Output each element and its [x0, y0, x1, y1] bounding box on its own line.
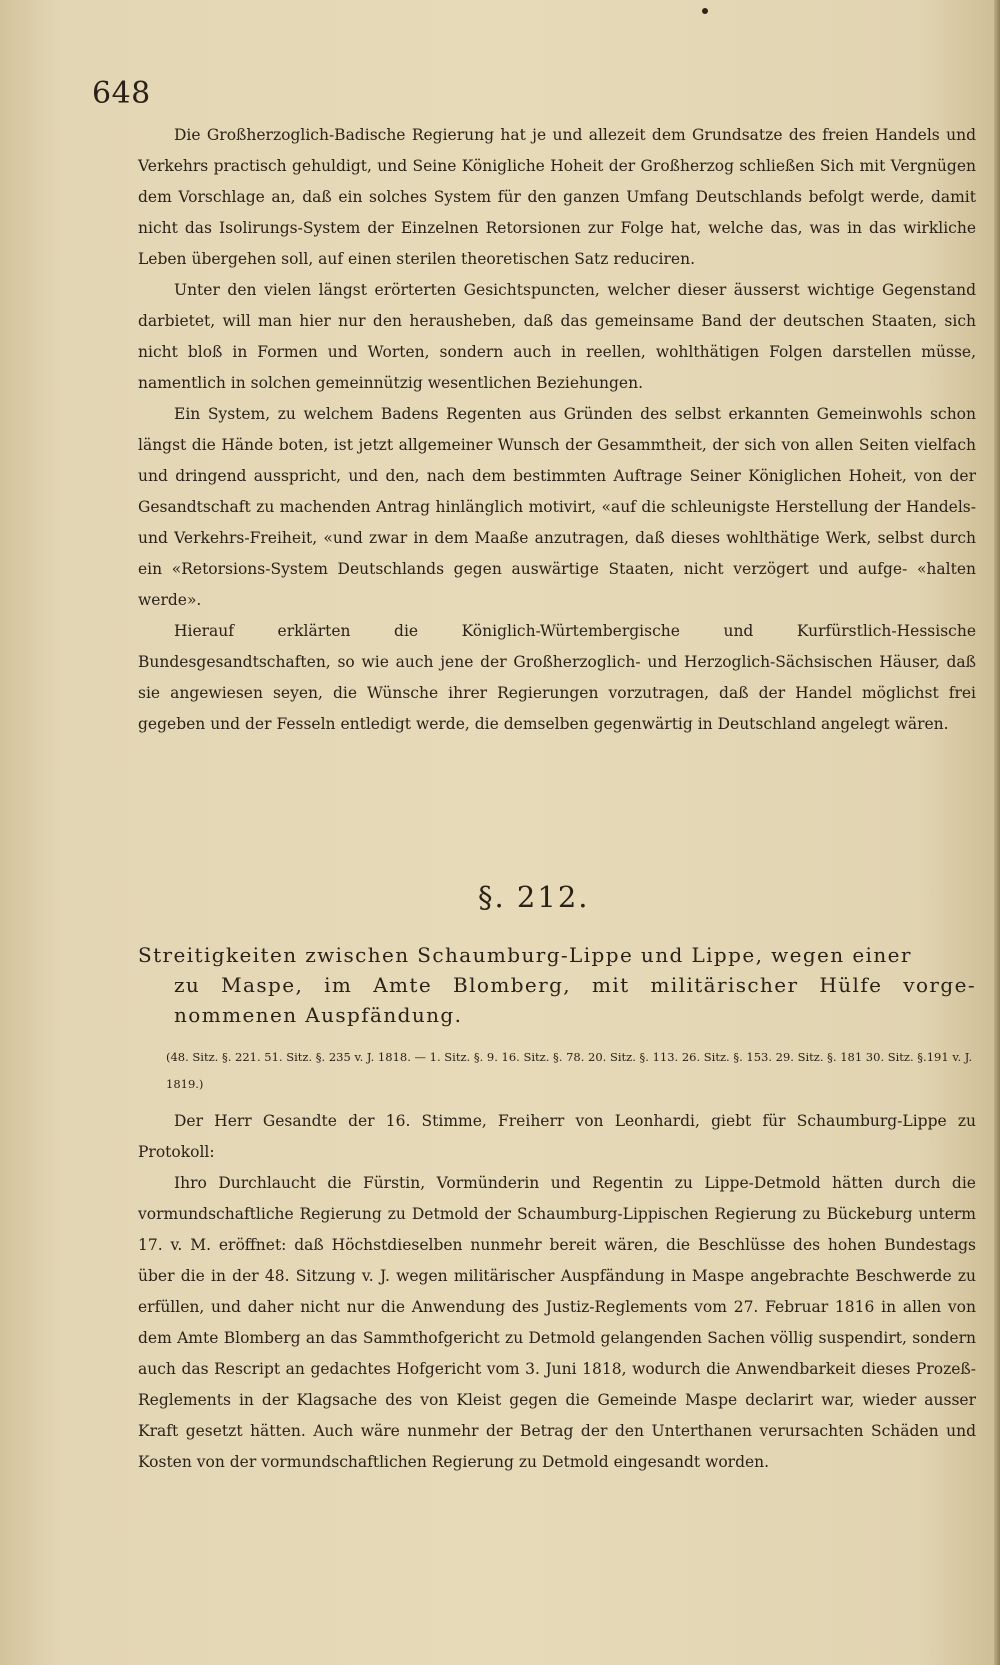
- paragraph: Ihro Durchlaucht die Fürstin, Vormünderin und Regentin zu Lippe-Detmold hätten durch die vormundschaftliche Regierung zu Detmold der Schaumburg-Lippischen Regierung zu Bückeburg unterm 17. v. M. eröffnet: daß Höchstdieselben nunmehr bereit wären, die Beschlüsse des hohen Bundestags über die in der 48. Sitzung v. J. wegen militärischer Auspfändung in Maspe angebrachte Beschwerde zu erfüllen, und daher nicht nur die Anwendung des Justiz-Reglements vom 27. Februar 1816 in allen von dem Amte Blomberg an das Sammthofgericht zu Detmold gelangenden Sachen völlig suspendirt, sondern auch das Rescript an gedachtes Hofgericht vom 3. Juni 1818, wodurch die Anwendbarkeit dieses Prozeß-Reglements in der Klagsache des von Kleist gegen die Gemeinde Maspe declarirt war, wieder ausser Kraft gesetzt hätten. Auch wäre nunmehr der Betrag der den Unterthanen verursachten Schäden und Kosten von der vormundschaftlichen Regierung zu Detmold eingesandt worden.: [138, 1174, 976, 1471]
- paragraph: Unter den vielen längst erörterten Gesichtspuncten, welcher dieser äusserst wichtige Gegenstand darbietet, will man hier nur den herausheben, daß das gemeinsame Band der deutschen Staaten, sich nicht bloß in Formen und Worten, sondern auch in reellen, wohlthätigen Folgen darstellen müsse, namentlich in solchen gemeinnützig wesentlichen Beziehungen.: [138, 281, 976, 392]
- section-title: [138, 940, 976, 1030]
- page-edge: [994, 0, 1000, 1665]
- body-text-top: [138, 120, 976, 740]
- section-title-line-1: Streitigkeiten zwischen Schaumburg-Lippe und Lippe, wegen einer: [138, 943, 912, 967]
- section-title-line-2: zu Maspe, im Amte Blomberg, mit militärischer Hülfe vorge- nommenen Auspfändung.: [174, 973, 976, 1027]
- paragraph: Der Herr Gesandte der 16. Stimme, Freiherr von Leonhardi, giebt für Schaumburg-Lippe zu Protokoll:: [138, 1112, 976, 1161]
- section-number: §. 212.: [478, 880, 590, 914]
- body-text-bottom: [138, 1106, 976, 1478]
- ink-spot: [702, 8, 708, 14]
- paragraph: Ein System, zu welchem Badens Regenten aus Gründen des selbst erkannten Gemeinwohls schon längst die Hände boten, ist jetzt allgemeiner Wunsch der Gesammtheit, der sich von allen Seiten vielfach und dringend ausspricht, und den, nach dem bestimmten Auftrage Seiner Königlichen Hoheit, von der Gesandtschaft zu machenden Antrag hinlänglich motivirt, «auf die schleunigste Herstellung der Handels- und Verkehrs-Freiheit, «und zwar in dem Maaße anzutragen, daß dieses wohlthätige Werk, selbst durch ein «Retorsions-System Deutschlands gegen auswärtige Staaten, nicht verzögert und aufge- «halten werde».: [138, 405, 976, 609]
- section-citation: (48. Sitz. §. 221. 51. Sitz. §. 235 v. J. 1818. — 1. Sitz. §. 9. 16. Sitz. §. 78. 20. Sitz. §. 113. 26. Sitz. §. 153. 29. Sitz. §. 181 30. Sitz. §.191 v. J. 1819.): [166, 1050, 973, 1091]
- page-number: 648: [92, 76, 151, 111]
- paragraph: Die Großherzoglich-Badische Regierung hat je und allezeit dem Grundsatze des freien Handels und Verkehrs practisch gehuldigt, und Seine Königliche Hoheit der Großherzog schließen Sich mit Vergnügen dem Vorschlage an, daß ein solches System für den ganzen Umfang Deutschlands befolgt werde, damit nicht das Isolirungs-System der Einzelnen Retorsionen zur Folge hat, welche das, was in das wirkliche Leben übergehen soll, auf einen sterilen theoretischen Satz reduciren.: [138, 126, 976, 268]
- paragraph: Hierauf erklärten die Königlich-Würtembergische und Kurfürstlich-Hessische Bundesgesandtschaften, so wie auch jene der Großherzoglich- und Herzoglich-Sächsischen Häuser, daß sie angewiesen seyen, die Wünsche ihrer Regierungen vorzutragen, daß der Handel möglichst frei gegeben und der Fesseln entledigt werde, die demselben gegenwärtig in Deutschland angelegt wären.: [138, 622, 976, 733]
